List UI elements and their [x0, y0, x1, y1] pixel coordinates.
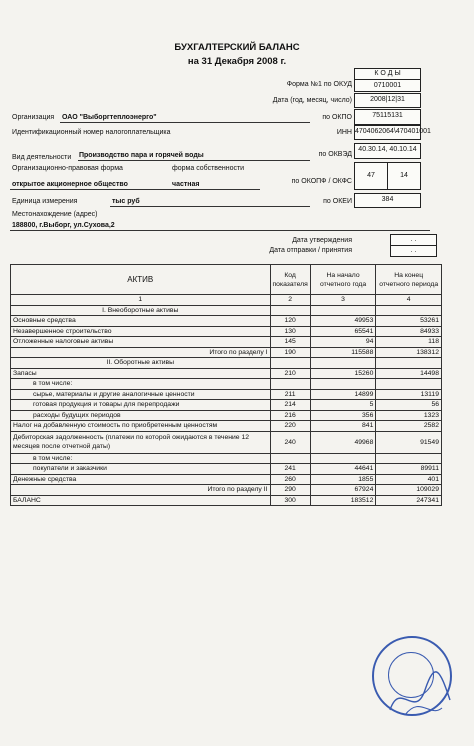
activity-value: Производство пара и горячей воды	[79, 152, 204, 159]
okfs-value: 14	[387, 162, 421, 190]
table-row: в том числе:	[11, 379, 442, 390]
table-row: в том числе:	[11, 453, 442, 464]
okved-label: по ОКВЭД	[318, 151, 352, 158]
inn-description: Идентификационный номер налогоплательщика	[12, 129, 171, 136]
table-row: Незавершенное строительство 130 65541 84933	[11, 326, 442, 337]
document-title: БУХГАЛТЕРСКИЙ БАЛАНС	[174, 42, 300, 53]
date-value: 2008|12|31	[354, 93, 421, 108]
unit-value: тыс руб	[112, 198, 140, 205]
approval-date-value: . .	[390, 234, 437, 246]
okved-value: 40.30.14, 40.10.14	[354, 143, 421, 159]
colnum: 3	[310, 295, 376, 306]
ownership-value: частная	[172, 181, 200, 188]
address-label: Местонахождение (адрес)	[12, 211, 98, 218]
ownership-label: форма собственности	[172, 165, 245, 172]
colnum: 2	[270, 295, 310, 306]
activity-label: Вид деятельности	[12, 154, 72, 161]
okpo-label: по ОКПО	[322, 114, 352, 121]
document-date: на 31 Декабря 2008 г.	[187, 56, 287, 67]
okud-label: Форма №1 по ОКУД	[286, 81, 352, 88]
table-row: Дебиторская задолженность (платежи по которой ожидаются в течение 12 месяцев после отчетной даты) 240 49968 91549	[11, 431, 442, 453]
total-row: Итого по разделу II 290 67924 109029	[11, 485, 442, 496]
okei-label: по ОКЕИ	[323, 198, 352, 205]
table-row: покупатели и заказчики 241 44641 89911	[11, 464, 442, 475]
total-row: Итого по разделу I 190 115588 138312	[11, 347, 442, 358]
balance-row: БАЛАНС 300 183512 247341	[11, 495, 442, 506]
balance-table	[10, 264, 442, 506]
header-start: На начало отчетного года	[310, 265, 376, 295]
okei-value: 384	[354, 193, 421, 208]
org-value: ОАО "Выборгтеплоэнерго"	[62, 114, 157, 121]
header-end: На конец отчетного периода	[376, 265, 442, 295]
table-row: Налог на добавленную стоимость по приобретенным ценностям 220 841 2582	[11, 421, 442, 432]
okopf-label: по ОКОПФ / ОКФС	[291, 178, 352, 185]
address-value: 188800, г.Выборг, ул.Сухова,2	[12, 222, 115, 229]
legal-form-value: открытое акционерное общество	[12, 181, 128, 188]
okopf-value: 47	[354, 162, 388, 190]
org-label: Организация	[12, 114, 55, 121]
table-row: Денежные средства 260 1855 401	[11, 474, 442, 485]
send-date-label: Дата отправки / принятия	[269, 247, 352, 254]
inn-value: 4704062064\470401001	[354, 125, 421, 140]
table-row: сырье, материалы и другие аналогичные ценности 211 14899 13119	[11, 389, 442, 400]
table-row: Запасы 210 15260 14498	[11, 368, 442, 379]
table-row: расходы будущих периодов 216 356 1323	[11, 410, 442, 421]
approval-date-label: Дата утверждения	[292, 237, 352, 244]
section-title: II. Оборотные активы	[11, 358, 271, 369]
header-code: Код показателя	[270, 265, 310, 295]
unit-label: Единица измерения	[12, 198, 78, 205]
codes-header: К О Д Ы	[354, 68, 421, 80]
send-date-value: . .	[390, 245, 437, 257]
colnum: 1	[11, 295, 271, 306]
table-row: готовая продукция и товары для перепродажи 214 5 56	[11, 400, 442, 411]
header-asset: АКТИВ	[11, 265, 271, 295]
table-row: Основные средства 120 49953 53261	[11, 316, 442, 327]
table-row: Отложенные налоговые активы 145 94 118	[11, 337, 442, 348]
signature-mark	[370, 640, 460, 730]
section-title: I. Внеоборотные активы	[11, 305, 271, 316]
inn-label: ИНН	[336, 129, 352, 136]
colnum: 4	[376, 295, 442, 306]
okpo-value: 75115131	[354, 109, 421, 125]
okud-value: 0710001	[354, 79, 421, 92]
legal-form-label: Организационно-правовая форма	[12, 165, 123, 172]
date-label: Дата (год, месяц, число)	[272, 97, 352, 104]
